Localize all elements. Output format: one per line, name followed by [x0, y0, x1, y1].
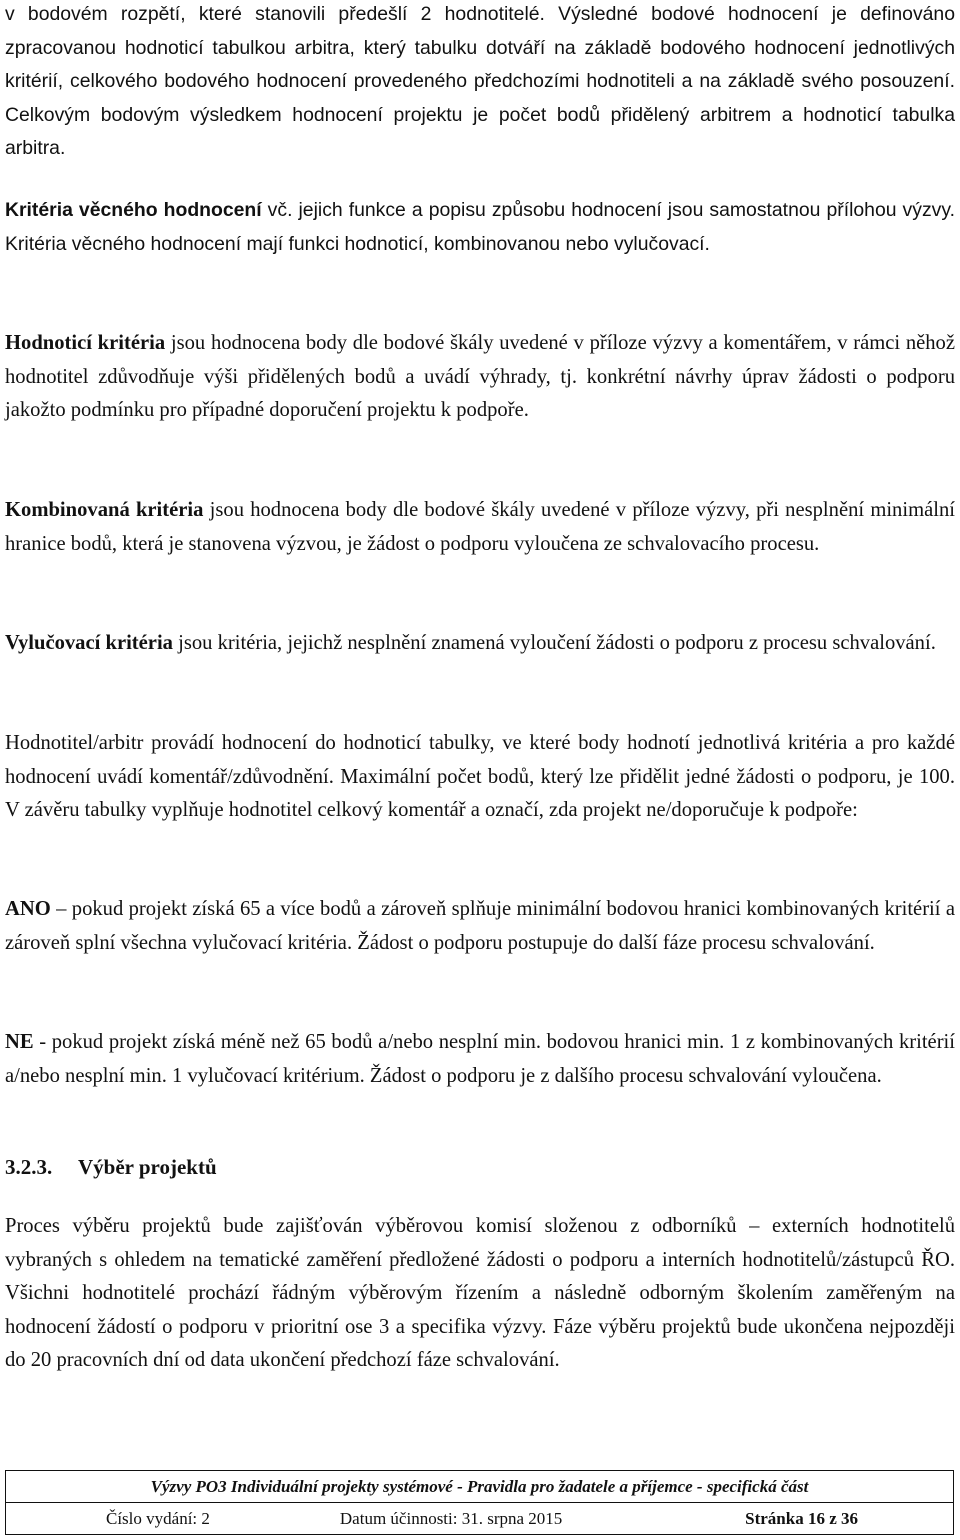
- paragraph-criteria-definition: [5, 194, 955, 261]
- paragraph-text: jsou hodnocena body dle bodové škály uvedené v příloze výzvy a komentářem, v rámci něhož hodnotitel zdůvodňuje výši přidělených bodů a uvádí výhrady, tj. konkrétní návrhy úprav žádosti o podporu jakožto podmínku pro případné doporučení projektu k podpoře.: [5, 332, 955, 422]
- paragraph-project-selection: [5, 1210, 955, 1378]
- footer-edition: Číslo vydání: 2: [106, 1509, 210, 1528]
- paragraph-text: – pokud projekt získá 65 a více bodů a zároveň splňuje minimální bodovou hranici kombinovaných kritérií a zároveň splní všechna vylučovací kritéria. Žádost o podporu postupuje do další fáze procesu schvalování.: [5, 898, 955, 954]
- paragraph-recommendation-no: [5, 1026, 955, 1093]
- footer-page-number: Stránka 16 z 36: [745, 1509, 858, 1528]
- paragraph-fragment-sans: v bodovém rozpětí, které stanovili předešlí 2 hodnotitelé.: [5, 3, 559, 25]
- paragraph-evaluation-criteria: [5, 327, 955, 428]
- footer-info-row: [6, 1503, 953, 1534]
- term-substantive-criteria: Kritéria věcného hodnocení: [5, 199, 262, 221]
- paragraph-text: jsou kritéria, jejichž nesplnění znamená vyloučení žádosti o podporu z procesu schvalování.: [172, 632, 936, 654]
- paragraph-combined-criteria: [5, 494, 955, 561]
- paragraph-text: Proces výběru projektů bude zajišťován výběrovou komisí složenou z odborníků – externích hodnotitelů vybraných s ohledem na tematické zaměření předložené žádosti o podporu a interních hodnotitelů/zástupců ŘO. Všichni hodnotitelé prochází řádným výběrovým řízením a následně odborným školením zaměřeným na hodnocení žádostí o podporu v prioritní ose 3 a specifika výzvy. Fáze výběru projektů bude ukončena nejpozději do 20 pracovních dní od data ukončení předchozí fáze schvalování.: [5, 1215, 955, 1372]
- section-heading: [5, 1151, 217, 1184]
- term-evaluation-criteria: Hodnoticí kritéria: [5, 332, 166, 354]
- paragraph-exclusion-criteria: [5, 627, 955, 661]
- paragraph-evaluator-procedure: [5, 727, 955, 828]
- paragraph-text: vč. jejich funkce a popisu způsobu hodnocení jsou samostatnou přílohou výzvy. Kritéria věcného hodnocení mají funkci hodnoticí, kombinovanou nebo vylučovací.: [5, 199, 955, 255]
- paragraph-recommendation-yes: [5, 893, 955, 960]
- section-title: Výběr projektů: [78, 1155, 217, 1179]
- term-exclusion-criteria: Vylučovací kritéria: [5, 632, 173, 654]
- term-combined-criteria: Kombinovaná kritéria: [5, 499, 204, 521]
- paragraph-text: - pokud projekt získá méně než 65 bodů a/nebo nesplní min. bodovou hranici min. 1 z kombinovaných kritérií a/nebo nesplní min. 1 vylučovací kritérium. Žádost o podporu je z dalšího procesu schvalování vyloučena.: [5, 1031, 955, 1087]
- term-no: NE: [5, 1031, 34, 1053]
- paragraph-text: jsou hodnocena body dle bodové škály uvedené v příloze výzvy, při nesplnění minimální hranice bodů, která je stanovena výzvou, je žádost o podporu vyloučena ze schvalovacího procesu.: [5, 499, 955, 555]
- section-number: 3.2.3.: [5, 1155, 53, 1179]
- paragraph-text: Výsledné bodové hodnocení je definováno zpracovanou hodnoticí tabulkou arbitra, který tabulku dotváří na základě bodového hodnocení jednotlivých kritérií, celkového bodového hodnocení provedeného předchozími hodnotiteli a na základě svého posouzení. Celkovým bodovým výsledkem hodnocení projektu je počet bodů přidělený arbitrem a hodnoticí tabulka arbitra.: [5, 3, 955, 160]
- footer-effective-date: Datum účinnosti: 31. srpna 2015: [339, 1509, 563, 1528]
- paragraph-text: Hodnotitel/arbitr provádí hodnocení do hodnoticí tabulky, ve které body hodnotí jednotlivá kritéria a pro každé hodnocení uvádí komentář/zdůvodnění. Maximální počet bodů, který lze přidělit jedné žádosti o podporu, je 100. V závěru tabulky vyplňuje hodnotitel celkový komentář a označí, zda projekt ne/doporučuje k podpoře:: [5, 732, 955, 822]
- footer-title: Výzvy PO3 Individuální projekty systémové - Pravidla pro žadatele a příjemce - specifická část: [6, 1471, 953, 1503]
- page-footer: [5, 1470, 954, 1535]
- term-yes: ANO: [5, 898, 51, 920]
- paragraph-arbitration-result: [5, 0, 955, 166]
